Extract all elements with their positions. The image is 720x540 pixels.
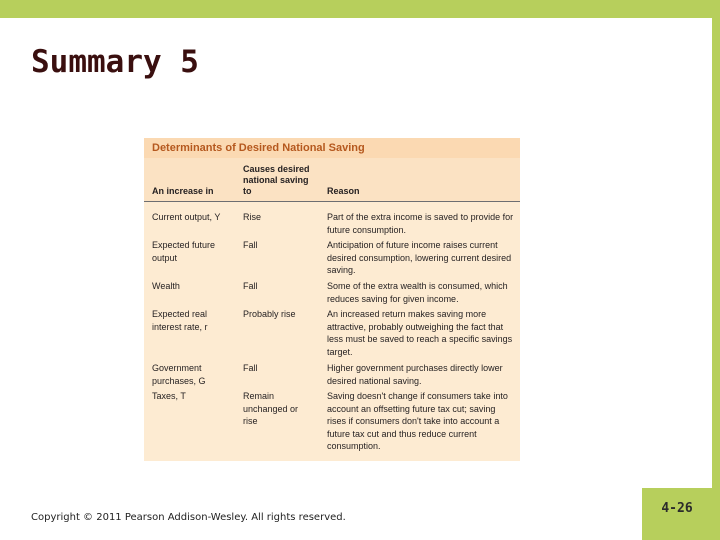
row-effect: Fall [243, 240, 258, 250]
table-row [144, 308, 520, 362]
row-factor: Expected real interest rate, r [152, 309, 208, 332]
table-row [144, 390, 520, 451]
table-body [144, 202, 520, 451]
row-factor: Current output, Y [152, 212, 221, 222]
row-reason: Part of the extra income is saved to provide for future consumption. [327, 212, 514, 235]
saving-determinants-table [144, 138, 520, 461]
row-effect: Remain unchanged or rise [243, 391, 299, 426]
table-row [144, 280, 520, 308]
row-reason: Saving doesn't change if consumers take into account an offsetting future tax cut; saving rises if consumers don't take into account a future tax cut and thus reduce current consumption. [327, 391, 508, 451]
top-accent-bar [0, 0, 720, 18]
row-reason: Higher government purchases directly lower desired national saving. [327, 363, 503, 386]
column-header-increase: An increase in [152, 186, 214, 196]
page-title: Summary 5 [31, 44, 199, 80]
row-factor: Government purchases, G [152, 363, 206, 386]
copyright-notice: Copyright © 2011 Pearson Addison-Wesley. All rights reserved. [31, 512, 346, 523]
row-reason: An increased return makes saving more attractive, probably outweighing the fact that less must be saved to reach a specific savings target. [327, 309, 513, 357]
table-title: Determinants of Desired National Saving [144, 138, 520, 158]
row-reason: Anticipation of future income raises current desired consumption, lowering current desired saving. [327, 240, 512, 275]
slide-number-box [642, 488, 712, 540]
row-effect: Fall [243, 363, 258, 373]
row-effect: Probably rise [243, 309, 296, 319]
table-row [144, 362, 520, 390]
column-header-reason: Reason [327, 186, 360, 196]
row-effect: Fall [243, 281, 258, 291]
row-reason: Some of the extra wealth is consumed, which reduces saving for given income. [327, 281, 508, 304]
table-row [144, 211, 520, 239]
column-header-row [144, 158, 520, 201]
table-row [144, 239, 520, 280]
row-factor: Expected future output [152, 240, 216, 263]
slide-number: 4-26 [661, 501, 693, 516]
column-header-effect: Causes desired national saving to [243, 164, 310, 196]
right-accent-bar [712, 0, 720, 540]
row-factor: Wealth [152, 281, 180, 291]
row-factor: Taxes, T [152, 391, 186, 401]
row-effect: Rise [243, 212, 262, 222]
